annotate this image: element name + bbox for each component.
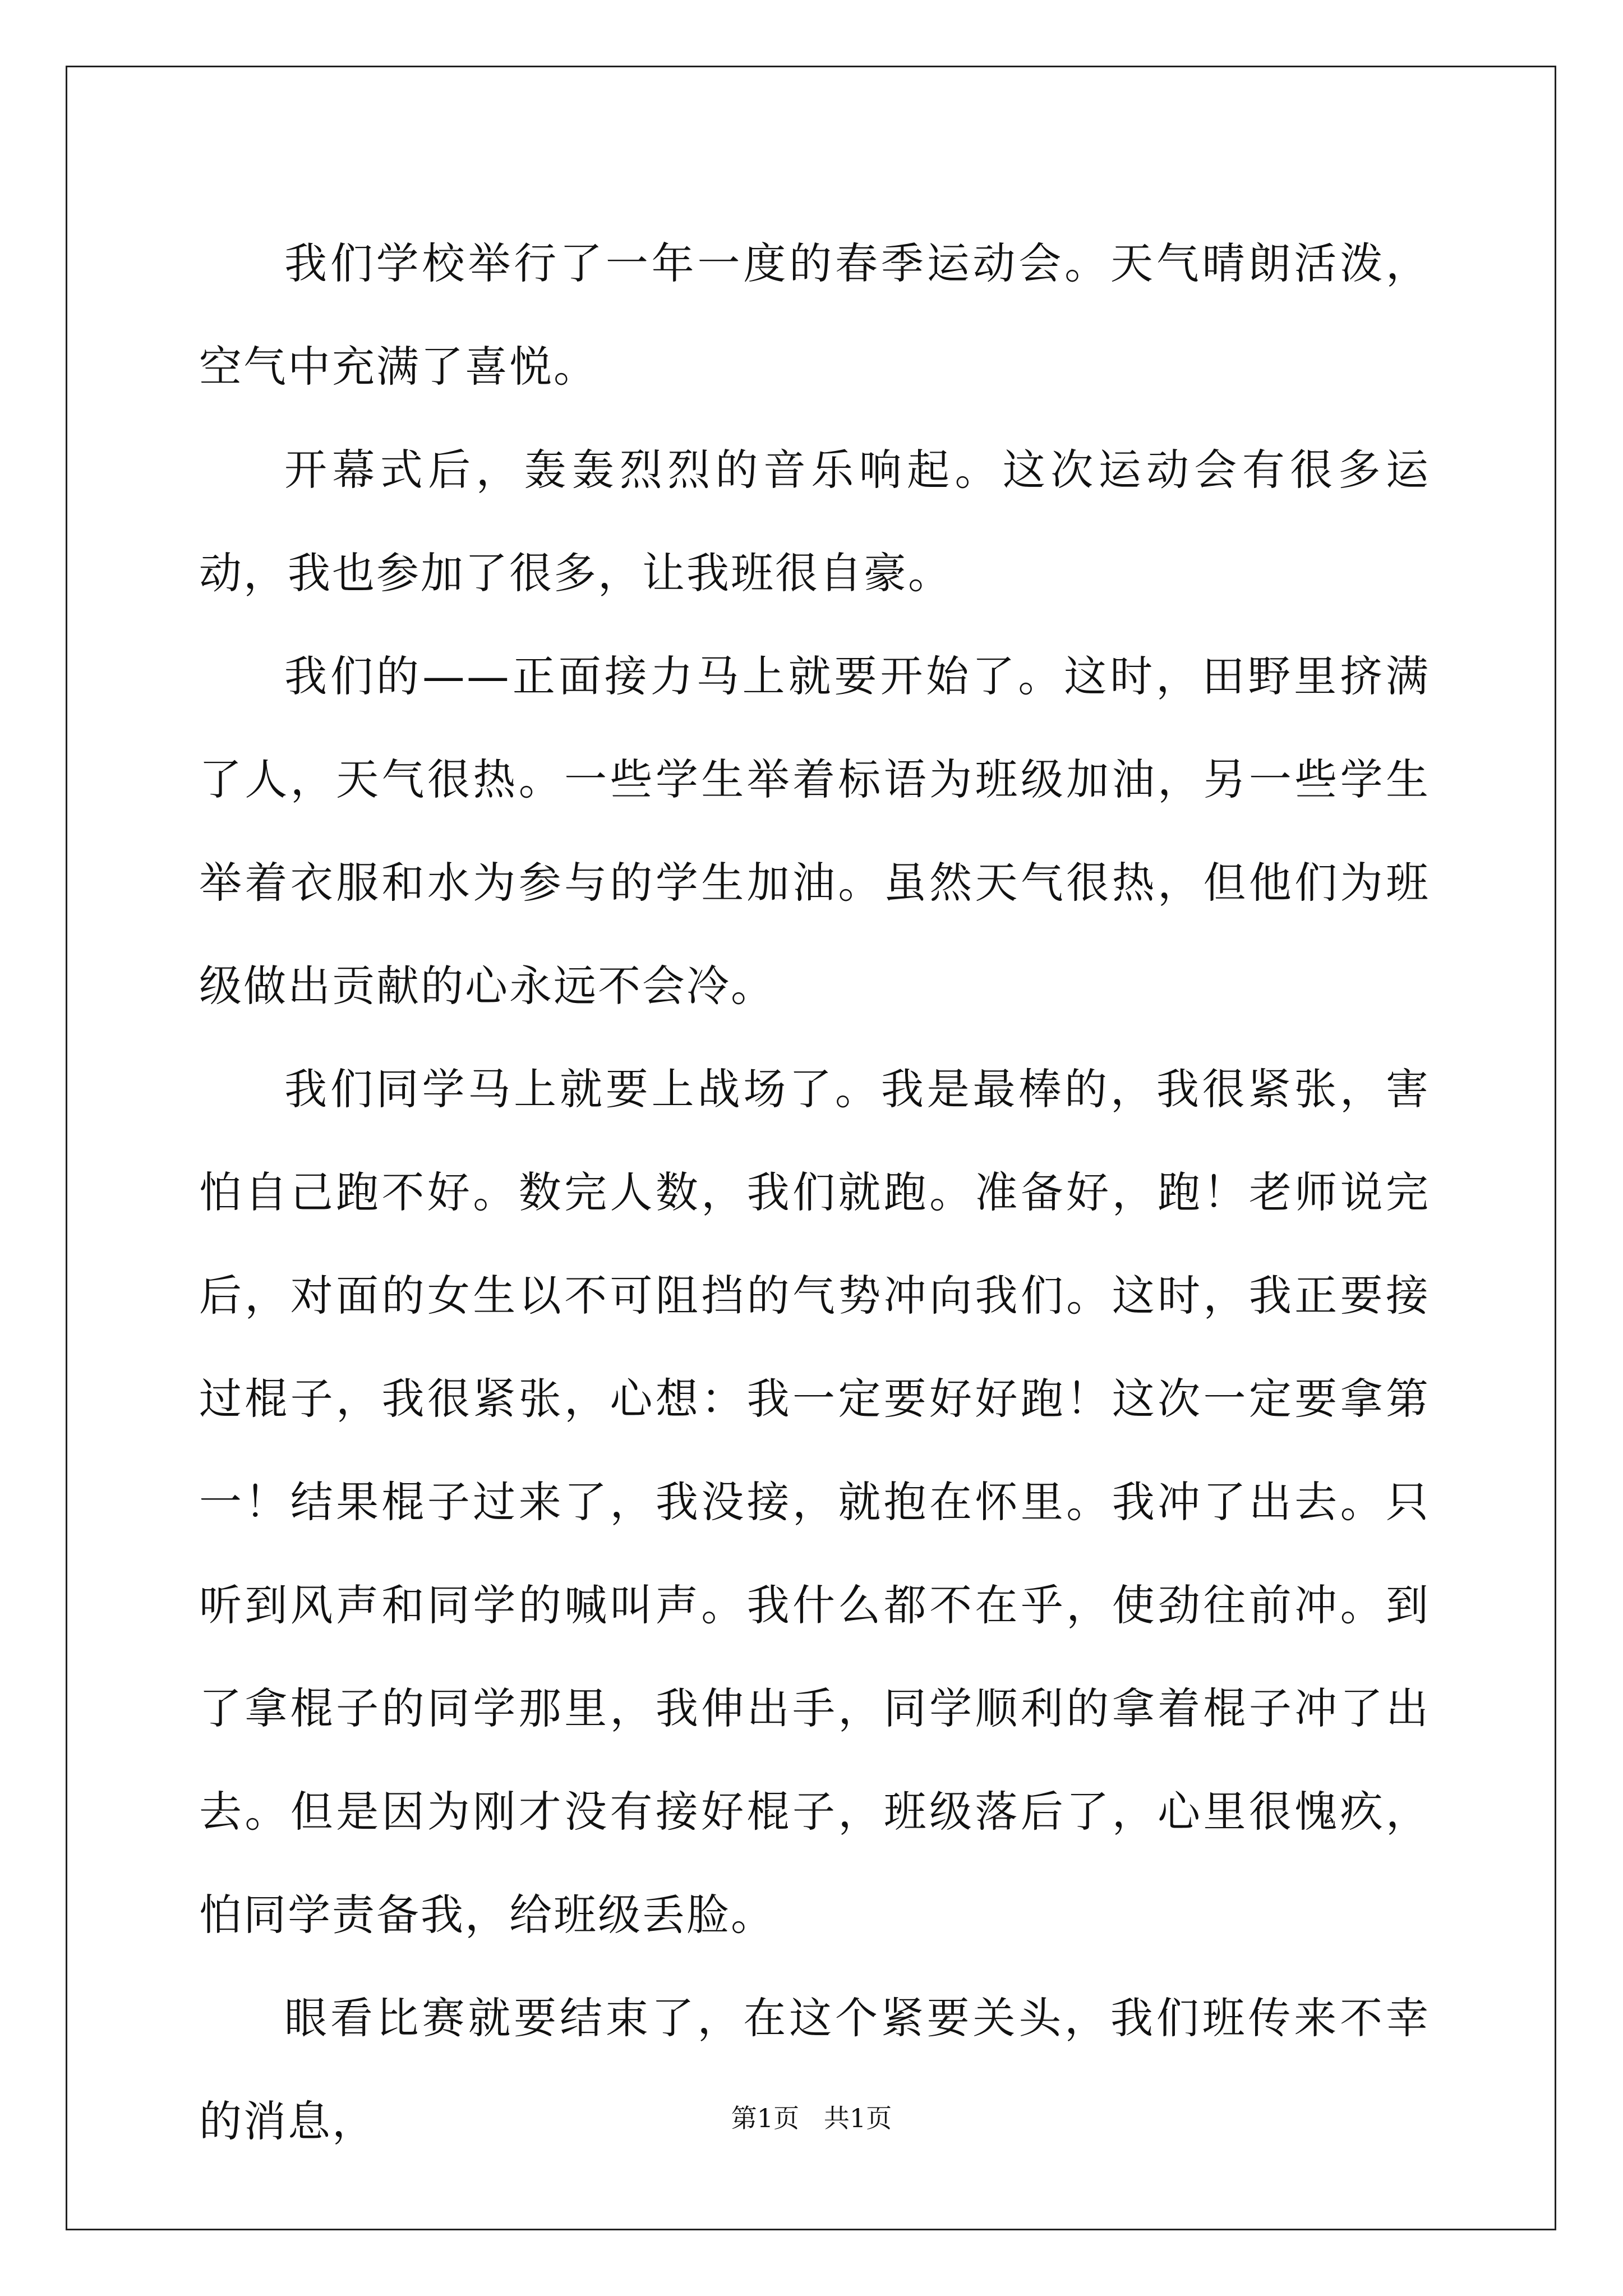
paragraph-1: 我们学校举行了一年一度的春季运动会。天气晴朗活泼，空气中充满了喜悦。 <box>199 238 1430 392</box>
document-body <box>199 212 1430 2173</box>
paragraph-5: 眼看比赛就要结束了，在这个紧要关头，我们班传来不幸的消息， <box>199 1993 1430 2146</box>
paragraph-2: 开幕式后，轰轰烈烈的音乐响起。这次运动会有很多运动，我也参加了很多，让我班很自豪。 <box>199 445 1430 598</box>
paragraph-4: 我们同学马上就要上战场了。我是最棒的，我很紧张，害怕自己跑不好。数完人数，我们就跑。准备好，跑！老师说完后，对面的女生以不可阻挡的气势冲向我们。这时，我正要接过棍子，我很紧张，心想：我一定要好好跑！这次一定要拿第一！结果棍子过来了，我没接，就抱在怀里。我冲了出去。只听到风声和同学的喊叫声。我什么都不在乎，使劲往前冲。到了拿棍子的同学那里，我伸出手，同学顺利的拿着棍子冲了出去。但是因为刚才没有接好棍子，班级落后了，心里很愧疚，怕同学责备我，给班级丢脸。 <box>199 1064 1430 1940</box>
paragraph-3: 我们的——正面接力马上就要开始了。这时，田野里挤满了人，天气很热。一些学生举着标语为班级加油，另一些学生举着衣服和水为参与的学生加油。虽然天气很热，但他们为班级做出贡献的心永远不会冷。 <box>199 651 1430 1011</box>
page-footer: 第1页 共1页 <box>731 2103 892 2133</box>
